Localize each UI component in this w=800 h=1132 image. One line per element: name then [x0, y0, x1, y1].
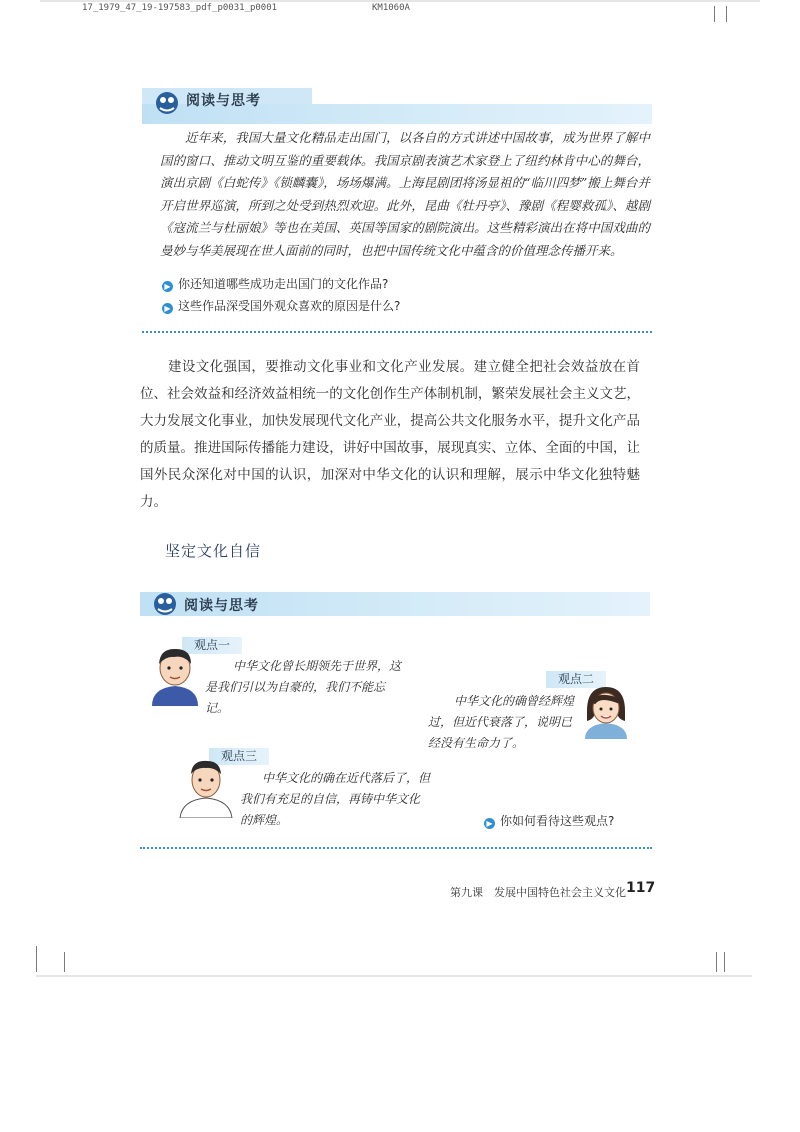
view-tag-3: 观点三 — [209, 748, 269, 765]
question-text: 你如何看待这些观点? — [500, 814, 615, 828]
view-text-3: 中华文化的确在近代落后了，但我们有充足的自信，再铸中华文化的辉煌。 — [240, 771, 431, 827]
box2-title: 阅读与思考 — [184, 598, 259, 614]
girl-avatar — [577, 681, 635, 739]
question-text: 你还知道哪些成功走出国门的文化作品? — [178, 277, 389, 291]
page-number: 117 — [626, 880, 656, 896]
box1-banner — [142, 93, 652, 124]
box2-question — [484, 812, 614, 829]
crop-mark — [36, 946, 37, 972]
footer-chapter: 第九课 发展中国特色社会主义文化 — [450, 886, 626, 899]
crop-mark — [64, 952, 65, 972]
boy-avatar-2 — [176, 752, 236, 818]
question-text: 这些作品深受国外观众喜欢的原因是什么? — [178, 299, 401, 313]
box1-dotted-divider — [142, 331, 652, 333]
crop-mark — [714, 6, 715, 22]
view-tag-1: 观点一 — [182, 637, 242, 654]
box1-question-2 — [162, 297, 400, 314]
arrow-bullet-icon: ▶ — [484, 818, 495, 829]
section-heading: 坚定文化自信 — [165, 542, 262, 560]
view-text-1: 中华文化曾长期领先于世界，这是我们引以为自豪的，我们不能忘记。 — [205, 659, 402, 715]
boy-avatar — [146, 640, 204, 706]
scan-header-center: KM1060A — [372, 3, 410, 13]
crop-mark — [716, 952, 717, 972]
view-text-2: 中华文化的确曾经辉煌过，但近代衰落了，说明已经没有生命力了。 — [428, 694, 575, 750]
arrow-bullet-icon: ▶ — [162, 303, 173, 314]
crop-mark — [724, 952, 725, 972]
reading-icon — [154, 90, 180, 116]
box1-paragraph: 近年来，我国大量文化精品走出国门，以各自的方式讲述中国故事，成为世界了解中国的窗口、推动文明互鉴的重要载体。我国京剧表演艺术家登上了纽约林肯中心的舞台，演出京剧《白蛇传》《锁麟囊》，场场爆满。上海昆剧团将汤显祖的“临川四梦”搬上舞台并开启世界巡演，所到之处受到热烈欢迎。此外，昆曲《牡丹亭》、豫剧《程婴救孤》、越剧《寇流兰与杜丽娘》等也在美国、英国等国家的剧院演出。这些精彩演出在将中国戏曲的曼妙与华美展现在世人面前的同时，也把中国传统文化中蕴含的价值理念传播开来。 — [160, 130, 650, 258]
box1-question-1 — [162, 275, 388, 292]
reading-icon — [152, 591, 178, 617]
scan-bottom-edge — [36, 975, 752, 977]
scan-top-edge — [40, 0, 760, 2]
box2-banner — [140, 592, 650, 616]
view-tag-2: 观点二 — [546, 671, 606, 688]
body-paragraph: 建设文化强国，要推动文化事业和文化产业发展。建立健全把社会效益放在首位、社会效益和经济效益相统一的文化创作生产体制机制，繁荣发展社会主义文艺，大力发展文化事业，加快发展现代文化产业，提高公共文化服务水平，提升文化产品的质量。推进国际传播能力建设，讲好中国故事，展现真实、立体、全面的中国，让国外民众深化对中国的认识，加深对中华文化的认识和理解，展示中华文化独特魅力。 — [140, 359, 640, 510]
arrow-bullet-icon: ▶ — [162, 281, 173, 292]
box2-dotted-divider — [140, 847, 652, 849]
box1-title: 阅读与思考 — [186, 93, 261, 109]
scan-header-left: 17_1979_47_19-197583_pdf_p0031_p0001 — [82, 3, 278, 13]
crop-mark — [726, 6, 727, 22]
